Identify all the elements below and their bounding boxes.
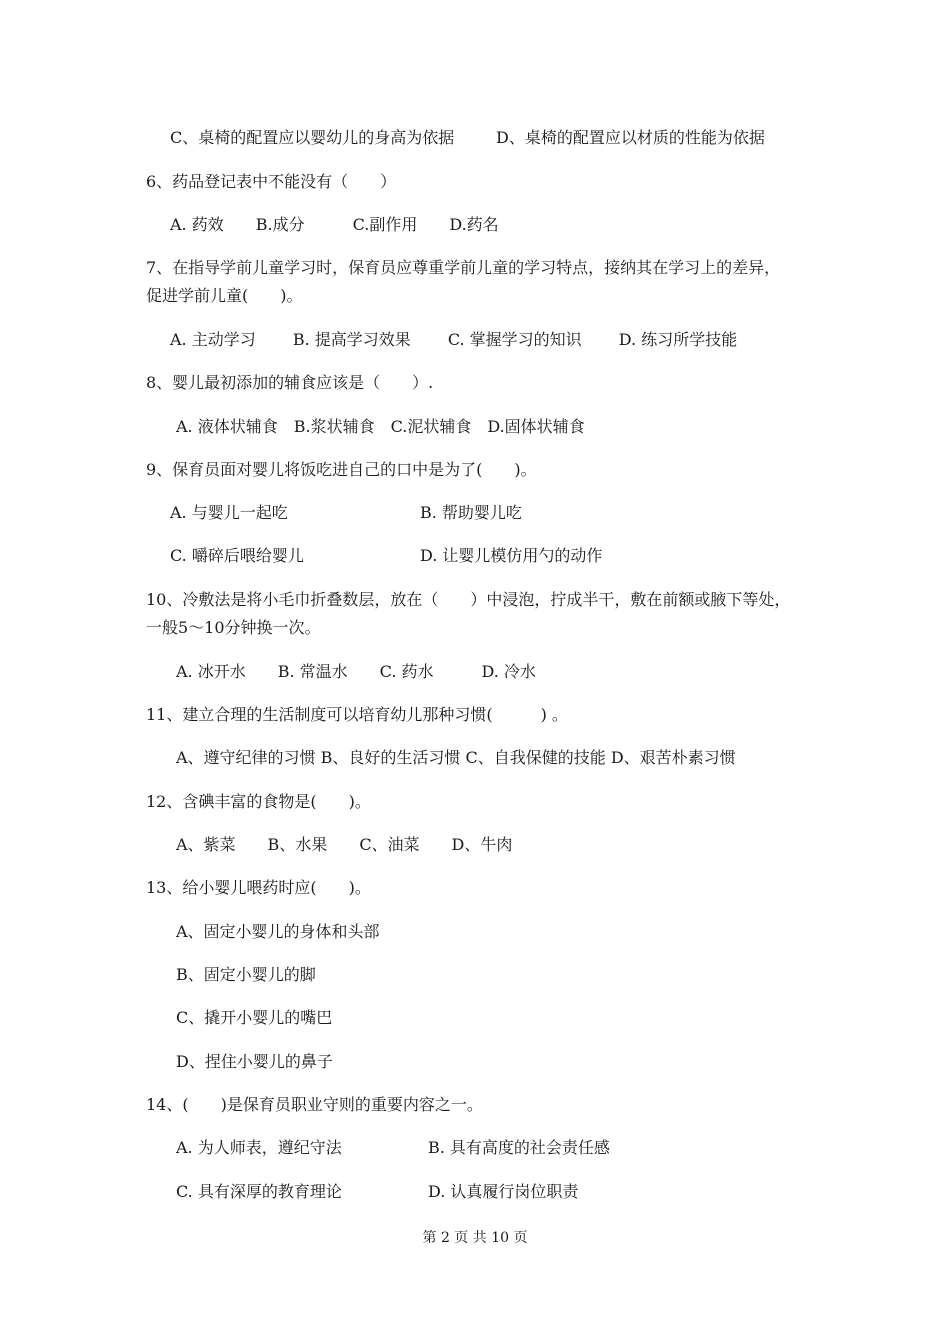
q13-option-d: D、捏住小婴儿的鼻子 bbox=[176, 1052, 333, 1071]
q9-stem: 9、保育员面对婴儿将饭吃进自己的口中是为了( )。 bbox=[146, 460, 537, 479]
q9-option-d: D. 让婴儿模仿用勺的动作 bbox=[420, 546, 603, 565]
q9-option-c: C. 嚼碎后喂给婴儿 bbox=[170, 546, 304, 565]
q7-stem-line1: 7、在指导学前儿童学习时，保育员应尊重学前儿童的学习特点，接纳其在学习上的差异， bbox=[146, 258, 781, 277]
q14-option-d: D. 认真履行岗位职责 bbox=[428, 1182, 579, 1201]
q9-option-a: A. 与婴儿一起吃 bbox=[170, 503, 288, 522]
q10-stem-line2: 一般5～10分钟换一次。 bbox=[146, 618, 321, 637]
q10-options: A. 冰开水 B. 常温水 C. 药水 D. 冷水 bbox=[176, 662, 536, 681]
page-number: 第 2 页 共 10 页 bbox=[422, 1230, 528, 1246]
q8-options: A. 液体状辅食 B.浆状辅食 C.泥状辅食 D.固体状辅食 bbox=[176, 417, 585, 436]
q14-option-b: B. 具有高度的社会责任感 bbox=[428, 1138, 610, 1157]
q9-option-b: B. 帮助婴儿吃 bbox=[420, 503, 522, 522]
q14-stem: 14、( )是保育员职业守则的重要内容之一。 bbox=[146, 1095, 483, 1114]
q10-stem-line1: 10、冷敷法是将小毛巾折叠数层，放在（ ）中浸泡，拧成半干，敷在前额或腋下等处， bbox=[146, 590, 791, 609]
q6-stem: 6、药品登记表中不能没有（ ） bbox=[146, 172, 397, 191]
q11-stem: 11、建立合理的生活制度可以培育幼儿那种习惯( ) 。 bbox=[146, 705, 568, 724]
q8-stem: 8、婴儿最初添加的辅食应该是（ ）. bbox=[146, 373, 434, 392]
q14-option-a: A. 为人师表，遵纪守法 bbox=[176, 1138, 342, 1157]
q7-stem-line2: 促进学前儿童( )。 bbox=[146, 286, 303, 305]
q13-option-b: B、固定小婴儿的脚 bbox=[176, 965, 316, 984]
q13-option-c: C、撬开小婴儿的嘴巴 bbox=[176, 1008, 333, 1027]
q5-option-c: C、桌椅的配置应以婴幼儿的身高为依据 bbox=[170, 128, 455, 147]
q13-option-a: A、固定小婴儿的身体和头部 bbox=[176, 922, 380, 941]
q5-option-d: D、桌椅的配置应以材质的性能为依据 bbox=[496, 128, 765, 147]
q12-options: A、紫菜 B、水果 C、油菜 D、牛肉 bbox=[176, 835, 513, 854]
q12-stem: 12、含碘丰富的食物是( )。 bbox=[146, 792, 371, 811]
q13-stem: 13、给小婴儿喂药时应( )。 bbox=[146, 878, 371, 897]
q11-options: A、遵守纪律的习惯 B、良好的生活习惯 C、自我保健的技能 D、艰苦朴素习惯 bbox=[176, 748, 736, 767]
q7-options: A. 主动学习 B. 提高学习效果 C. 掌握学习的知识 D. 练习所学技能 bbox=[170, 330, 738, 349]
q6-options: A. 药效 B.成分 C.副作用 D.药名 bbox=[170, 215, 499, 234]
q14-option-c: C. 具有深厚的教育理论 bbox=[176, 1182, 342, 1201]
